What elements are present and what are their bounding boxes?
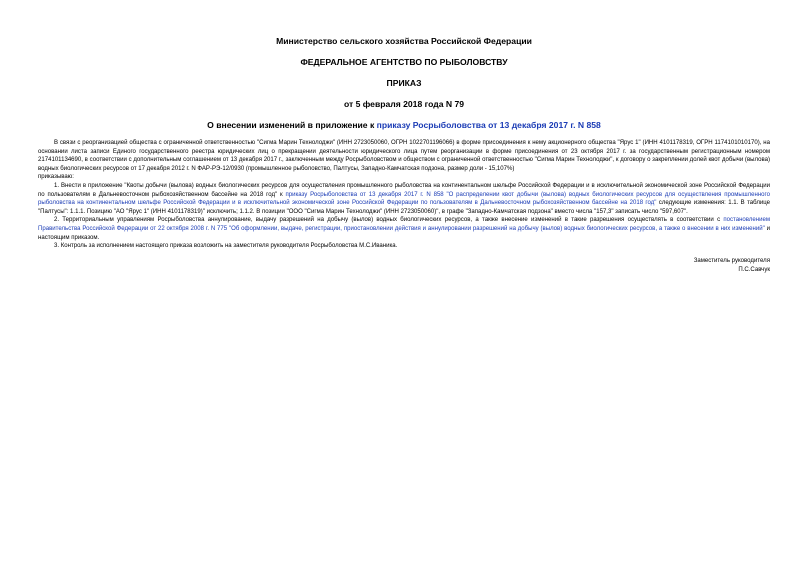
title-order-link[interactable]: приказу Росрыболовства от 13 декабря 2017 г. N 858 xyxy=(376,120,601,130)
resolution-775-link[interactable]: постановлением Правительства Российской Федерации от 22 октября 2008 г. N 775 "Об оформлении, выдаче, регистрации, приостановлении действия и аннулировании разрешений на добычу (вылов) водных биологических ресурсов, а также о внесении в них изменений" xyxy=(38,217,770,232)
document-page xyxy=(38,34,770,274)
doc-type-heading: ПРИКАЗ xyxy=(386,78,422,88)
ministry-heading: Министерство сельского хозяйства Российской Федерации xyxy=(276,36,532,46)
item-1-text-start: 1. Внести в приложение "Квоты добычи (вылова) водных биологических ресурсов для осуществления промышленного рыболовства на континентальном шельфе Российской Федерации и в исключительной экономической зоне Российской Федерации по пользователям в Дальневосточном рыбохозяйственном бассейне на 2018 год" к xyxy=(38,182,770,198)
signature-position: Заместитель руководителя xyxy=(693,257,770,264)
item-2-text-end: и настоящим приказом. xyxy=(38,225,771,241)
item-1-paragraph xyxy=(38,182,770,216)
title-prefix: О внесении изменений в приложение к xyxy=(207,120,377,130)
order-word: приказываю: xyxy=(38,174,74,181)
item-3-paragraph: 3. Контроль за исполнением настоящего приказа возложить на заместителя руководителя Росрыболовства М.С.Иваника. xyxy=(54,243,398,250)
signature-name: П.С.Савчук xyxy=(738,266,770,273)
order-858-link[interactable]: приказу Росрыболовства от 13 декабря 2017 г. N 858 "О распределении квот добычи (вылова) водных биологических ресурсов для осуществления промышленного рыболовства на континентальном шельфе Российской Федерации и в исключительной экономической зоне Российской Федерации по пользователям в Дальневосточном рыбохозяйственном бассейне на 2018 год" xyxy=(38,191,770,207)
item-2-paragraph xyxy=(38,216,770,242)
document-body xyxy=(38,139,770,251)
date-number-heading: от 5 февраля 2018 года N 79 xyxy=(343,99,465,109)
preamble-paragraph: В связи с реорганизацией общества с ограниченной ответственностью "Сигма Марин Технолоджи" (ИНН 2723050060, ОГРН 1022701196066) в форме присоединения к нему акционерного общества "Ярус 1" (ИНН 4101178319, ОГРН 1174101010170), на основании листа записи Единого государственного реестра юридических лиц о прекращении деятельности юридического лица путем реорганизации в форме присоединения от 23 октября 2017 г. за государственным регистрационным номером 2174101134690, в соответствии с дополнительным соглашением от 13 декабря 2017 г., заключенным между Росрыболовством и обществом с ограниченной ответственностью "Сигма Марин Технолоджи", к договору о закреплении долей квот добычи (вылова) водных биологических ресурсов от 17 декабря 2012 г. N ФАР-РЭ-12/0930 (промышленное рыболовство, Палтусы, Западно-Камчатская подзона, размер доли - 15,107%) xyxy=(38,140,770,172)
document-title xyxy=(38,120,770,130)
item-1-text-end: следующие изменения: 1.1. В таблице "Палтусы": 1.1.1. Позицию "АО "Ярус 1" (ИНН 4101178319)" исключить; 1.1.2. В позиции "ООО "Сигма Марин Технолоджи" (ИНН 2723050060)", в графе "Западно-Камчатская подзона" вместо числа "157,3" записать число "597,607". xyxy=(38,200,770,215)
signature-block xyxy=(38,257,770,275)
item-2-text-start: 2. Территориальным управлениям Росрыболовства аннулирование, выдачу разрешений на добычу (вылов) водных биологических ресурсов, а также внесение изменений в такие разрешения осуществлять в соответствии с xyxy=(54,217,724,224)
agency-heading: ФЕДЕРАЛЬНОЕ АГЕНТСТВО ПО РЫБОЛОВСТВУ xyxy=(300,57,508,67)
